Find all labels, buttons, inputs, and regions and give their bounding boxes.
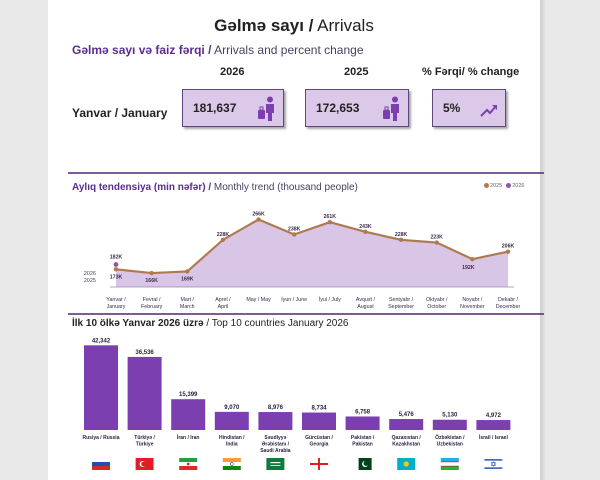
trend-label-2025: 228K <box>394 231 408 238</box>
subtitle-az: Gəlmə sayı və faiz fərqi / <box>72 43 212 57</box>
flag-part <box>484 459 502 460</box>
israel-flag-icon <box>484 458 502 470</box>
country-bar <box>84 345 118 430</box>
trend-title-az: Aylıq tendensiya (min nəfər) / <box>72 182 212 193</box>
trend-x-tick-label: February <box>141 304 163 310</box>
flag-part <box>270 465 280 466</box>
flag-part <box>441 462 459 466</box>
trend-label-2025: 192K <box>462 265 475 272</box>
kpi-card-2025 <box>305 89 409 127</box>
kpi-value-2025: 172,653 <box>316 101 360 115</box>
country-name-label: Türkiye <box>135 441 154 448</box>
flag-part <box>92 466 110 470</box>
country-value-label: 5,476 <box>398 412 414 419</box>
trend-row-label-2026: 2026 <box>83 271 96 277</box>
flag-part <box>484 467 502 468</box>
report-page <box>48 0 540 480</box>
georgia-flag-icon <box>310 458 328 470</box>
column-header-2025: 2025 <box>344 66 369 78</box>
page-title <box>48 16 540 36</box>
country-value-label: 5,130 <box>442 412 458 419</box>
country-bar <box>302 413 336 430</box>
trend-label-2025: 243K <box>359 223 372 230</box>
legend-dot-2026 <box>506 183 511 188</box>
iran-flag-icon <box>179 458 197 470</box>
trend-title-en: Monthly trend (thousand people) <box>211 182 358 193</box>
uzbekistan-flag-icon <box>441 458 459 470</box>
legend-dot-2025 <box>484 183 489 188</box>
kpi-value-2026: 181,637 <box>193 101 237 115</box>
country-bar <box>128 357 162 430</box>
trend-x-tick-label: Avqust / <box>355 297 375 303</box>
country-bar <box>171 399 205 430</box>
flag-part <box>179 458 197 462</box>
trend-x-tick-label: Yanvar / <box>106 297 126 303</box>
countries-title-az: İlk 10 ölkə Yanvar 2026 üzrə <box>72 318 204 329</box>
country-name-label: İran / Iran <box>176 435 200 441</box>
countries-title-en: / Top 10 countries January 2026 <box>203 318 349 329</box>
legend-item-2026 <box>506 183 524 189</box>
legend-label-2026: 2026 <box>512 183 525 189</box>
flag-part <box>223 458 241 462</box>
country-value-label: 36,536 <box>135 349 154 356</box>
trend-x-tick-label: Sentyabr / <box>389 297 414 303</box>
trend-point-2026 <box>114 262 119 267</box>
flag-part <box>179 466 197 470</box>
trend-label-2025: 266K <box>252 211 265 218</box>
saudi-arabia-flag-icon <box>266 458 284 470</box>
country-name-label: Pakistan / <box>350 435 375 441</box>
trend-x-tick-label: October <box>427 304 447 310</box>
top-countries-chart <box>48 332 540 478</box>
flag-part <box>92 462 110 466</box>
flag-part <box>441 466 459 467</box>
trend-x-tick-label: İyul / July <box>318 297 341 303</box>
country-name-label: Kazakhstan <box>392 441 421 448</box>
legend-label-2025: 2025 <box>490 183 503 189</box>
country-value-label: 8,976 <box>267 405 283 412</box>
monthly-trend-chart <box>48 192 540 317</box>
trend-label-2026: 182K <box>109 254 123 261</box>
flag-part <box>266 458 284 470</box>
trend-label-2025: 173K <box>109 274 123 281</box>
country-value-label: 6,758 <box>355 409 371 416</box>
country-bar <box>389 419 423 430</box>
countries-title <box>72 318 349 329</box>
trend-label-2025: 228K <box>216 231 230 238</box>
country-bar <box>258 412 292 430</box>
turkey-flag-icon <box>136 458 154 470</box>
traveler-icon <box>382 96 402 122</box>
trend-up-icon <box>479 100 499 120</box>
trend-label-2025: 238K <box>287 226 301 233</box>
kpi-value-change: 5% <box>443 101 461 115</box>
trend-x-tick-label: Noyabr / <box>462 297 483 303</box>
country-name-label: Hindistan / <box>219 435 245 441</box>
trend-point-2025 <box>470 257 474 261</box>
subtitle-en: Arrivals and percent change <box>211 43 364 57</box>
trend-x-tick-label: August <box>357 304 374 310</box>
page-title-en: Arrivals <box>313 16 374 35</box>
trend-x-tick-label: Aprel / <box>215 297 231 303</box>
trend-point-2025 <box>328 220 332 224</box>
trend-x-tick-label: May / May <box>246 297 271 303</box>
country-name-label: Georgia <box>309 441 329 448</box>
trend-point-2025 <box>435 240 439 244</box>
country-name-label: Özbəkistan / <box>435 435 465 441</box>
flag-part <box>187 463 190 466</box>
country-name-label: Gürcüstan / <box>305 435 333 441</box>
column-header-change: % Fərqi/ % change <box>422 66 520 78</box>
trend-point-2025 <box>292 232 296 236</box>
flag-part <box>141 462 146 467</box>
trend-label-2025: 206K <box>501 243 515 250</box>
flag-part <box>441 458 459 462</box>
section-subtitle <box>72 43 364 57</box>
trend-point-2025 <box>149 271 153 275</box>
trend-x-tick-label: Fevral / <box>142 297 161 303</box>
traveler-icon <box>257 96 277 122</box>
trend-point-2025 <box>399 238 403 242</box>
trend-x-tick-label: İyun / June <box>281 297 308 303</box>
trend-x-tick-label: December <box>495 304 521 310</box>
flag-part <box>223 466 241 470</box>
flag-part <box>310 463 328 465</box>
trend-x-tick-label: September <box>388 304 415 310</box>
section-divider <box>68 172 544 174</box>
page-shadow <box>540 0 546 480</box>
country-bar <box>476 420 510 430</box>
section-divider <box>68 313 544 315</box>
country-name-label: Səudiyyə <box>264 435 287 441</box>
russia-flag-icon <box>92 458 110 470</box>
trend-label-2025: 169K <box>181 276 194 283</box>
trend-x-tick-label: March <box>179 304 195 310</box>
kpi-month-label: Yanvar / January <box>72 106 168 120</box>
pakistan-flag-icon <box>354 458 372 470</box>
trend-legend <box>484 183 525 189</box>
country-bar <box>433 420 467 430</box>
flag-part <box>364 461 369 466</box>
trend-area-2025 <box>116 220 508 288</box>
country-value-label: 15,399 <box>179 392 198 399</box>
india-flag-icon <box>223 458 241 470</box>
country-name-label: Qazaxıstan / <box>391 435 421 441</box>
country-value-label: 8,734 <box>311 405 327 412</box>
trend-x-tick-label: Dekabr / <box>497 297 519 303</box>
trend-x-tick-label: November <box>460 304 485 310</box>
trend-x-tick-label: April <box>217 304 229 310</box>
trend-x-tick-label: Mart / <box>180 297 195 303</box>
flag-part <box>270 462 280 463</box>
trend-label-2025: 223K <box>430 234 443 241</box>
trend-point-2025 <box>363 230 367 234</box>
trend-label-2025: 166K <box>145 278 158 285</box>
trend-x-tick-label: January <box>106 304 126 310</box>
flag-part <box>354 458 359 470</box>
country-name-label: Ərəbistanı / <box>261 441 290 448</box>
country-value-label: 42,342 <box>91 338 111 345</box>
country-bar <box>346 416 380 430</box>
flag-part <box>441 462 459 463</box>
trend-x-tick-label: Oktyabr / <box>425 297 448 303</box>
kpi-card-2026 <box>182 89 284 127</box>
country-value-label: 9,070 <box>224 404 240 411</box>
trend-row-label-2025: 2025 <box>83 278 96 284</box>
trend-point-2025 <box>506 249 510 253</box>
country-name-label: Pakistan <box>352 441 373 448</box>
kpi-card-change <box>432 89 506 127</box>
country-value-label: 4,972 <box>485 413 501 420</box>
flag-part <box>92 458 110 462</box>
trend-point-2025 <box>256 217 260 221</box>
kazakhstan-flag-icon <box>397 458 415 470</box>
country-name-label: Uzbekistan <box>436 441 464 448</box>
country-name-label: India <box>225 441 238 448</box>
page-title-az: Gəlmə sayı / <box>214 16 314 35</box>
country-name-label: İsrail / Israel <box>478 435 508 441</box>
trend-label-2025: 261K <box>323 214 337 221</box>
flag-part <box>404 461 409 466</box>
flag-part <box>441 466 459 470</box>
legend-item-2025 <box>484 183 502 189</box>
trend-point-2025 <box>185 269 189 273</box>
country-name-label: Türkiyə / <box>134 435 155 441</box>
column-header-2026: 2026 <box>220 66 245 78</box>
trend-point-2025 <box>221 238 225 242</box>
trend-point-2025 <box>114 267 118 271</box>
country-name-label: Rusiya / Russia <box>82 435 120 441</box>
country-name-label: Saudi Arabia <box>260 448 291 454</box>
country-bar <box>215 412 249 430</box>
